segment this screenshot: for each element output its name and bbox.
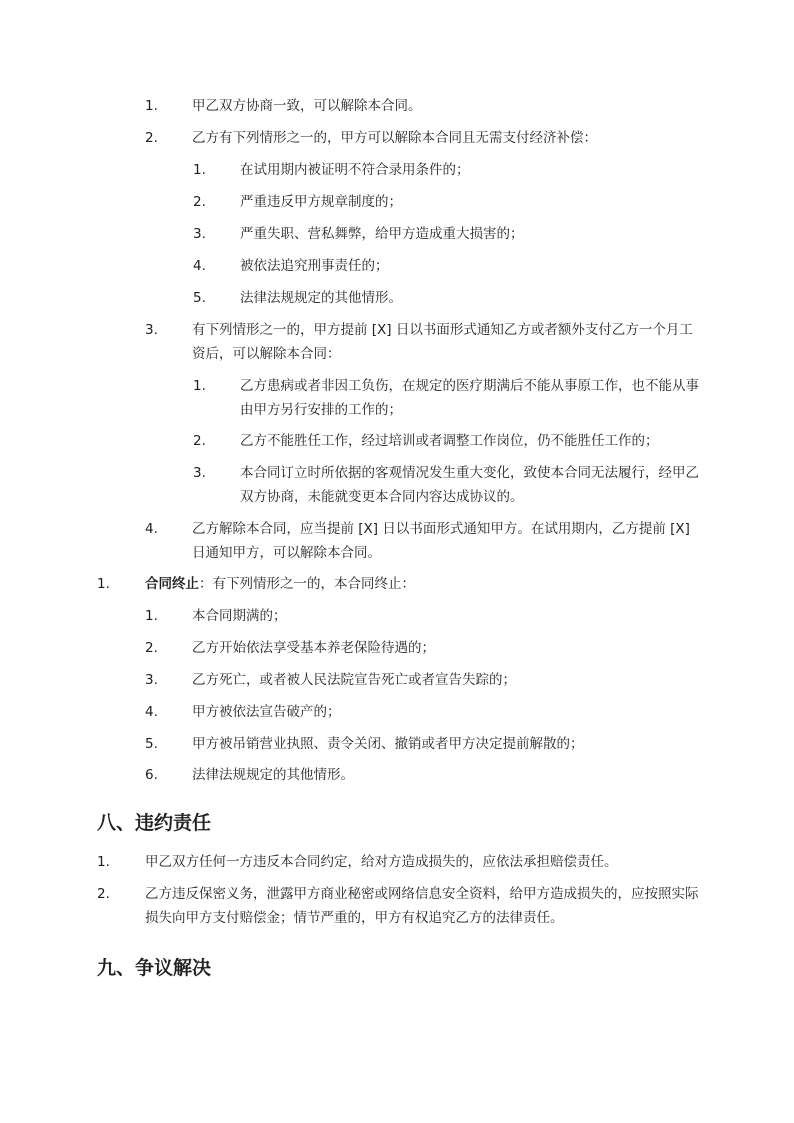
list-item: 严重违反甲方规章制度的； [240,194,402,210]
list-number: 3. [193,226,206,242]
list-number: 4. [193,258,206,274]
list-number: 5. [193,290,206,306]
list-item: 本合同订立时所依据的客观情况发生重大变化，致使本合同无法履行，经甲乙双方协商，未能就变更本合同内容达成协议的。 [240,465,699,505]
list-number: 4. [145,704,158,720]
list-item: 在试用期内被证明不符合录用条件的； [240,162,470,178]
list-item: 被依法追究刑事责任的； [240,258,389,274]
list-item: 甲方被吊销营业执照、责令关闭、撤销或者甲方决定提前解散的； [192,736,584,752]
section-heading-liability: 八、违约责任 [97,812,212,834]
list-number: 2. [193,194,206,210]
list-item: 乙方死亡，或者被人民法院宣告死亡或者宣告失踪的； [192,672,516,688]
list-number: 4. [145,521,158,537]
list-item: 本合同期满的； [192,608,287,624]
list-number: 5. [145,736,158,752]
list-item: 乙方患病或者非因工负伤，在规定的医疗期满后不能从事原工作，也不能从事由甲方另行安排的工作的； [240,378,699,418]
contract-end-clause [145,572,702,596]
list-number: 3. [193,465,206,481]
list-number: 1. [145,608,158,624]
list-number: 3. [145,672,158,688]
list-item: 乙方开始依法享受基本养老保险待遇的； [192,640,435,656]
contract-end-label: 合同终止 [145,576,199,592]
contract-end-text: ：有下列情形之一的，本合同终止： [199,576,415,592]
list-number: 2. [97,886,110,902]
list-item: 法律法规规定的其他情形。 [192,767,354,783]
list-item: 甲方被依法宣告破产的； [192,704,341,720]
list-number: 2. [193,433,206,449]
list-number: 1. [193,378,206,394]
list-item: 乙方不能胜任工作，经过培训或者调整工作岗位，仍不能胜任工作的； [240,433,659,449]
list-item: 甲乙双方协商一致，可以解除本合同。 [192,98,422,114]
list-number: 1. [145,98,158,114]
list-number: 2. [145,130,158,146]
list-item: 法律法规规定的其他情形。 [240,290,402,306]
list-item: 乙方有下列情形之一的，甲方可以解除本合同且无需支付经济补偿： [192,130,597,146]
list-item: 有下列情形之一的，甲方提前 [X] 日以书面形式通知乙方或者额外支付乙方一个月工资后，可以解除本合同： [192,322,693,362]
section-heading-dispute: 九、争议解决 [97,957,212,979]
list-number: 6. [145,767,158,783]
list-number: 1. [97,576,110,592]
list-number: 3. [145,322,158,338]
list-item: 严重失职、营私舞弊，给甲方造成重大损害的； [240,226,524,242]
list-item: 甲乙双方任何一方违反本合同约定，给对方造成损失的，应依法承担赔偿责任。 [145,854,618,870]
list-number: 1. [193,162,206,178]
list-item: 乙方解除本合同，应当提前 [X] 日以书面形式通知甲方。在试用期内，乙方提前 [X] 日通知甲方，可以解除本合同。 [192,521,690,561]
list-number: 1. [97,854,110,870]
list-item: 乙方违反保密义务，泄露甲方商业秘密或网络信息安全资料，给甲方造成损失的，应按照实际损失向甲方支付赔偿金；情节严重的，甲方有权追究乙方的法律责任。 [145,886,699,926]
list-number: 2. [145,640,158,656]
